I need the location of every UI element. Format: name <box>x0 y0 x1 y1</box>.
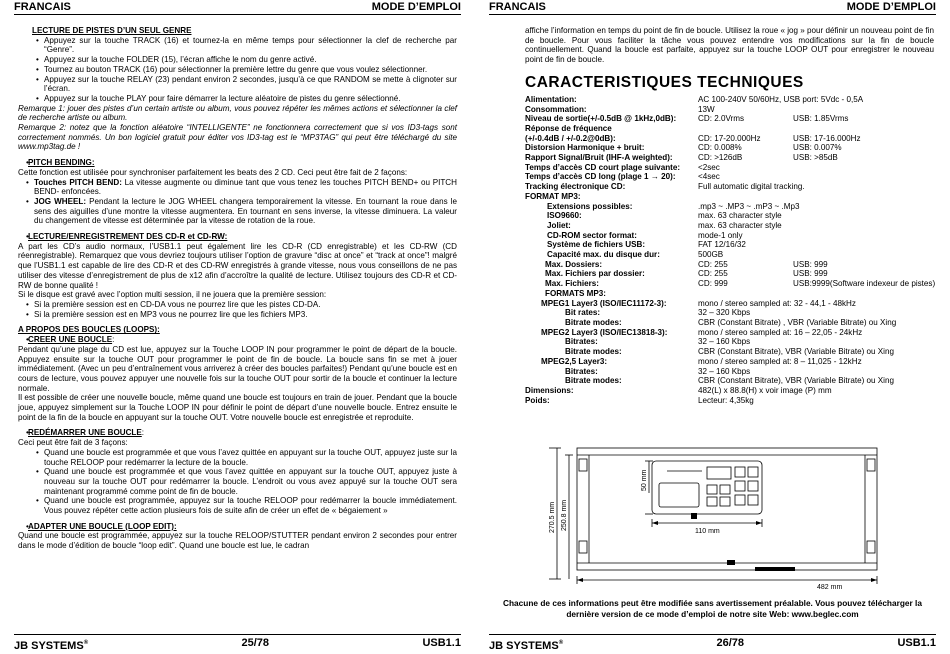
spec-label: Temps d’accès CD long (plage 1 → 20): <box>525 172 676 182</box>
spec-value: 32 – 160 Kbps <box>698 337 751 347</box>
cdr-paragraph-1: A part les CD’s audio normaux, l’USB1.1 peut également lire les CD-R (CD enregistrable) et les CD-RW (CD réenregistrable). Remarquez que vous devriez toujours utiliser l’option de gravure “disc at once” et “track at once”! malgré que l’USB1.1 est capable de lire des CD-R et des CD-RW enregistrés à grande vitesse, nous vous conseillons de ne pas utiliser des vitesse d’enregistrement de plus de x12 afin d’accroître la qualité de lecture. Utilisez toujours des CD-R et CD-RW de bonne qualité ! <box>18 241 457 290</box>
restart-loop-bullet-3: • Quand une boucle est programmée, appuyez sur la touche RELOOP pour redémarrer la boucle immédiatement. Vous pouvez répéter cette action plusieurs fois de suite afin de créer un effet de « bégaiement » <box>18 496 457 515</box>
spec-value-usb: USB: 999 <box>793 259 828 269</box>
loops-title: A PROPOS DES BOUCLES (LOOPS): <box>18 325 160 335</box>
spec-label: Bit rates: <box>565 308 601 318</box>
restart-loop-title: REDÉMARRER UNE BOUCLE <box>28 428 142 438</box>
spec-value: Full automatic digital tracking. <box>698 182 805 192</box>
spec-value: CD: 999 <box>698 279 728 289</box>
spec-label: (+/-0.4dB / +/-0.2@0dB): <box>525 133 616 143</box>
spec-label: FORMAT MP3: <box>525 191 581 201</box>
dim-remote-width: 110 mm <box>695 528 720 535</box>
spec-row <box>525 260 934 270</box>
genre-step-3: • Tournez au bouton TRACK (16) pour sélectionner la première lettre du genre que vous voulez sélectionner. <box>18 65 457 75</box>
spec-row <box>525 221 934 231</box>
right-footer-reg: ® <box>558 640 564 646</box>
spec-value: AC 100-240V 50/60Hz, USB port: 5Vdc - 0,5A <box>698 94 864 104</box>
dim-remote-height: 50 mm <box>641 469 648 491</box>
loop-edit-continued: affiche l’information en temps du point de fin de boucle. Utilisez la roue « jog » pour définir un nouveau point de fin de boucle. Pour vous faciliter la tâche vous pouvez entendre vos modifications sur la fin de boucle continuellement. Quand la boucle est parfaite, appuyez sur la touche LOOP OUT pour enregistrer le nouveau point de fin de boucle. <box>525 26 934 65</box>
create-loop-p2: Il est possible de créer une nouvelle boucle, même quand une boucle est toujours en train de jouer. Pendant que la boucle joue, appuyez simplement sur la Touche LOOP IN pour définir le point de départ d’une nouvelle boucle. Entrez ensuite le point de la fin de la boucle en appuyant sur la touche OUT. Votre nouvelle boucle est enregistrée et reproduite. <box>18 393 457 422</box>
spec-row <box>525 114 934 124</box>
spec-row <box>525 124 934 134</box>
restart-loop-bullet-2: • Quand une boucle est programmée et que vous l’avez quittée en appuyant sur la touche OUT, appuyez juste à nouveau sur la touche OUT pour redémarrer la boucle. L’endroit ou vous avez appuyé sur la touche OUT sera maintenant programmé comme point de fin de boucle. <box>18 467 457 496</box>
spec-row <box>525 289 934 299</box>
cdr-title: LECTURE/ENREGISTREMENT DES CD-R et CD-RW: <box>28 232 228 242</box>
spec-label: Poids: <box>525 395 550 405</box>
spec-row <box>525 299 934 309</box>
spec-label: Dimensions: <box>525 385 574 395</box>
cdr-paragraph-2: Si le disque est gravé avec l’option multi session, il ne jouera que la première session: <box>18 290 327 300</box>
spec-value: max. 63 character style <box>698 220 782 230</box>
genre-remark-2: Remarque 2: notez que la fonction aléatoire “INTELLIGENTE” ne fonctionnera correctement que si vos ID3-tags sont correctement nommés. Un bon logiciel gratuit pour éditer vos ID3-tag est le “MP3TAG” qui peut être téléchargé du site www.mp3tag.de ! <box>18 123 457 152</box>
genre-remark-1: Remarque 1: jouer des pistes d’un certain artiste ou album, vous pouvez répéter les mêmes actions et sélectionner la clef de recherche artiste ou album. <box>18 103 457 123</box>
spec-label: ISO9660: <box>547 211 582 221</box>
spec-label: Max. Dossiers: <box>545 259 603 269</box>
specs-table <box>525 95 934 406</box>
pitch-method-jog <box>18 197 457 226</box>
spec-label: CD-ROM sector format: <box>547 230 637 240</box>
spec-value: 32 – 160 Kbps <box>698 366 751 376</box>
spec-value-usb: USB: >85dB <box>793 153 838 163</box>
spec-label: Capacité max. du disque dur: <box>547 250 660 260</box>
spec-row <box>525 231 934 241</box>
spec-row <box>525 134 934 144</box>
spec-label: Max. Fichiers: <box>545 279 599 289</box>
spec-row <box>525 182 934 192</box>
spec-value: .mp3 ~ .MP3 ~ .mP3 ~ .Mp3 <box>698 201 800 211</box>
pitch-method-keys <box>18 178 457 197</box>
spec-row <box>525 95 934 105</box>
spec-label: FORMATS MP3: <box>545 288 606 298</box>
dim-depth-total: 270.5 mm <box>549 501 556 533</box>
spec-row <box>525 211 934 221</box>
spec-value-usb: USB: 999 <box>793 269 828 279</box>
spec-label: Alimentation: <box>525 94 577 104</box>
spec-value-usb: USB:9999(Software indexeur de pistes) <box>793 279 936 289</box>
spec-label: Bitrate modes: <box>565 317 622 327</box>
right-footer-brand-text: JB SYSTEMS <box>489 640 559 652</box>
spec-label: Bitrates: <box>565 366 598 376</box>
pitch-keys-text: La vitesse augmente ou diminue tant que vous tenez les touches PITCH BEND+ ou PITCH BEND- enfoncées. <box>34 177 457 197</box>
dim-depth-body: 250.8 mm <box>561 499 568 531</box>
spec-label: Système de fichiers USB: <box>547 240 646 250</box>
spec-row <box>525 318 934 328</box>
dim-width: 482 mm <box>817 584 843 591</box>
dimension-drawing <box>527 443 887 593</box>
right-footer-page: 26/78 <box>716 637 745 649</box>
left-header-language: FRANCAIS <box>14 1 71 13</box>
cdr-bullet-2: • Si la première session est en MP3 vous ne pourrez lire que les fichiers MP3. <box>18 310 457 320</box>
genre-step-1: • Appuyez sur la touche TRACK (16) et tournez-la en même temps pour sélectionner la clef de recherche par “Genre”. <box>18 36 457 55</box>
adapt-loop-paragraph: Quand une boucle est programmée, appuyez sur la touche RELOOP/STUTTER pendant environ 2 secondes pour entrer dans le mode d’édition de boucle “loop edit”. Quand une boucle est lue, le cadran <box>18 531 457 551</box>
spec-row <box>525 347 934 357</box>
right-footer-brand <box>489 635 563 654</box>
spec-label: Distorsion Harmonique + bruit: <box>525 143 645 153</box>
spec-value: CD: 0.008% <box>698 143 742 153</box>
right-footer <box>489 634 936 653</box>
spec-row <box>525 240 934 250</box>
spec-value: CBR (Constant Bitrate), VBR (Variable Bitrate) ou Xing <box>698 347 894 357</box>
spec-label: Réponse de fréquence <box>525 123 612 133</box>
cdr-bullet-1: • Si la première session est en CD-DA vous ne pourrez lire que les pistes CD-DA. <box>18 300 457 310</box>
spec-row <box>525 202 934 212</box>
create-loop-title: CREER UNE BOUCLE <box>28 335 113 345</box>
spec-row <box>525 328 934 338</box>
spec-value: <4sec <box>698 172 720 182</box>
spec-value: mono / stereo sampled at: 8 – 11,025 - 12kHz <box>698 356 862 366</box>
spec-label: Consommation: <box>525 104 587 114</box>
spec-row <box>525 396 934 406</box>
genre-step-2: • Appuyez sur la touche FOLDER (15), l’écran affiche le nom du genre activé. <box>18 55 457 65</box>
spec-row <box>525 308 934 318</box>
spec-value-usb: USB: 17-16.000Hz <box>793 133 861 143</box>
pitch-jog-label: JOG WHEEL: <box>34 196 87 206</box>
spec-value: Lecteur: 4,35kg <box>698 395 754 405</box>
left-content <box>18 26 457 551</box>
spec-value <box>698 289 934 299</box>
adapt-loop-title: ADAPTER UNE BOUCLE (LOOP EDIT): <box>28 521 177 531</box>
restart-loop-intro: Ceci peut être fait de 3 façons: <box>18 438 128 448</box>
spec-value: FAT 12/16/32 <box>698 240 746 250</box>
genre-step-5: • Appuyez sur la touche PLAY pour faire démarrer la lecture aléatoire de pistes du genre sélectionné. <box>18 94 457 104</box>
right-header <box>489 0 936 15</box>
spec-value-usb: USB: 1.85Vrms <box>793 114 849 124</box>
spec-row <box>525 337 934 347</box>
spec-row <box>525 269 934 279</box>
spec-label: Tracking électronique CD: <box>525 182 626 192</box>
spec-value <box>698 192 934 202</box>
spec-label: Extensions possibles: <box>547 201 633 211</box>
spec-value: CD: 255 <box>698 259 728 269</box>
spec-row <box>525 376 934 386</box>
spec-label: Max. Fichiers par dossier: <box>545 269 645 279</box>
pitch-heading <box>18 158 457 168</box>
spec-label: Niveau de sortie(+/-0.5dB @ 1kHz,0dB): <box>525 114 677 124</box>
pitch-jog-text: Pendant la lecture le JOG WHEEL changera temporairement la vitesse. En tournant la roue dans le sens des aiguilles d’une montre la vitesse augmentera. En tournant en sens inverse, la vitesse diminuera. La valeur du changement de vitesse est déterminée par la vitesse de rotation de la roue. <box>34 196 458 226</box>
spec-row <box>525 172 934 182</box>
spec-value: <2sec <box>698 162 720 172</box>
spec-row <box>525 279 934 289</box>
left-footer-brand-text: JB SYSTEMS <box>14 640 84 652</box>
specs-caption: Chacune de ces informations peut être modifiée sans avertissement préalable. Vous pouvez télécharger la dernière version de ce mode d’emploi de notre site Web: www.beglec.com <box>503 598 922 619</box>
spec-label: Bitrate modes: <box>565 376 622 386</box>
spec-label: Bitrates: <box>565 337 598 347</box>
spec-row <box>525 163 934 173</box>
spec-label: Joliet: <box>547 220 571 230</box>
cdr-heading <box>18 232 457 242</box>
spec-label: MPEG1 Layer3 (ISO/IEC11172-3): <box>541 298 667 308</box>
spec-value: CD: 255 <box>698 269 728 279</box>
specs-title: CARACTERISTIQUES TECHNIQUES <box>525 73 804 91</box>
spec-row <box>525 386 934 396</box>
spec-label: Bitrate modes: <box>565 347 622 357</box>
spec-value: CBR (Constant Bitrate), VBR (Variable Bitrate) ou Xing <box>698 376 894 386</box>
create-loop-heading: • CREER UNE BOUCLE: <box>18 335 457 345</box>
spec-row <box>525 367 934 377</box>
spec-row <box>525 250 934 260</box>
left-footer-brand <box>14 635 88 654</box>
create-loop-p1: Pendant qu’une plage du CD est lue, appuyez sur la Touche LOOP IN pour programmer le point de départ de la boucle. Appuyez ensuite sur la touche OUT pour programmer le point de fin de boucle. La boucle sans fin se met à jouer immédiatement. (Avec un peu d’entraînement vous arriverez à créer des boucles parfaites!) Pendant qu’une boucle est en cours de lecture, vous pouvez appuyer une nouvelle fois sur la touche OUT pour sortir de la boucle et continuer la lecture normale. <box>18 344 457 393</box>
right-header-manual: MODE D’EMPLOI <box>846 1 936 13</box>
pitch-title: PITCH BENDING: <box>28 158 95 168</box>
spec-row <box>525 105 934 115</box>
spec-value: CD: 17-20.000Hz <box>698 133 761 143</box>
spec-label: Temps d’accès CD court plage suivante: <box>525 162 681 172</box>
left-header <box>14 0 461 15</box>
spec-row <box>525 143 934 153</box>
spec-value: 32 – 320 Kbps <box>698 308 751 318</box>
spec-value <box>698 124 934 134</box>
spec-value: 482(L) x 88.8(H) x voir image (P) mm <box>698 385 832 395</box>
left-footer-model: USB1.1 <box>422 637 461 649</box>
right-footer-model: USB1.1 <box>897 637 936 649</box>
spec-value: mono / stereo sampled at: 16 – 22,05 - 24kHz <box>698 327 863 337</box>
spec-value: mode-1 only <box>698 230 743 240</box>
spec-row <box>525 357 934 367</box>
left-footer <box>14 634 461 653</box>
pitch-intro: Cette fonction est utilisée pour synchroniser parfaitement les beats des 2 CD. Ceci peut être fait de 2 façons: <box>18 167 408 177</box>
right-content <box>525 26 934 405</box>
genre-title: LECTURE DE PISTES D’UN SEUL GENRE <box>32 26 192 35</box>
spec-value: 13W <box>698 104 715 114</box>
spec-row <box>525 192 934 202</box>
spec-value: mono / stereo sampled at: 32 - 44,1 - 48kHz <box>698 298 856 308</box>
spec-label: MPEG2,5 Layer3: <box>541 356 608 366</box>
spec-label: MPEG2 Layer3 (ISO/IEC13818-3): <box>541 327 668 337</box>
spec-value: 500GB <box>698 250 724 260</box>
restart-loop-heading: • REDÉMARRER UNE BOUCLE: <box>18 428 457 438</box>
spec-label: Rapport Signal/Bruit (IHF-A weighted): <box>525 153 673 163</box>
right-page <box>475 0 950 654</box>
pitch-keys-label: Touches PITCH BEND: <box>34 177 122 187</box>
spec-value: CD: 2.0Vrms <box>698 114 745 124</box>
right-header-language: FRANCAIS <box>489 1 546 13</box>
spec-value: max. 63 character style <box>698 211 782 221</box>
adapt-loop-heading <box>18 522 457 532</box>
genre-step-4: • Appuyez sur la touche RELAY (23) pendant environ 2 secondes, jusqu’à ce que RANDOM se mette à clignoter sur l’écran. <box>18 75 457 94</box>
spec-value: CD: >126dB <box>698 153 743 163</box>
left-footer-page: 25/78 <box>241 637 270 649</box>
spec-value: CBR (Constant Bitrate) , VBR (Variable Bitrate) ou Xing <box>698 317 897 327</box>
spec-value-usb: USB: 0.007% <box>793 143 842 153</box>
restart-loop-bullet-1: • Quand une boucle est programmée et que vous l’avez quittée en appuyant sur la touche OUT, appuyez juste sur la touche RELOOP pour redémarrer la lecture de la boucle. <box>18 448 457 467</box>
spec-row <box>525 153 934 163</box>
left-header-manual: MODE D’EMPLOI <box>371 1 461 13</box>
left-footer-reg: ® <box>83 640 89 646</box>
